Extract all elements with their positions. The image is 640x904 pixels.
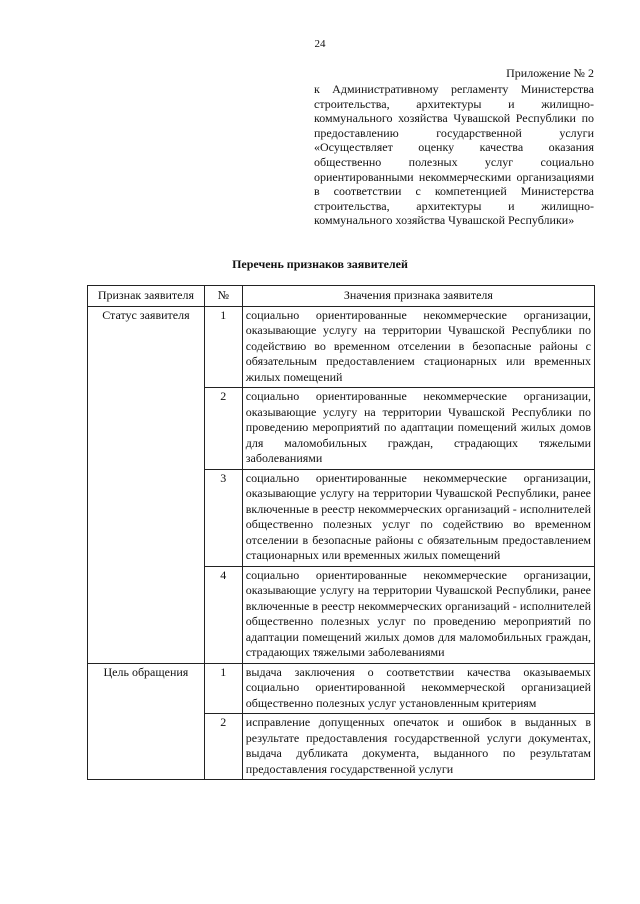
row-number: 1 (204, 306, 242, 388)
row-value: социально ориентированные некоммерческие организации, оказывающие услугу на территории Чувашской Республики, ранее включенные в реестр некоммерческих организаций - исполнителей общественно полезных услуг по проведению мероприятий по адаптации помещений жилых домов для маломобильных граждан, страдающих тяжелыми заболеваниями (242, 566, 594, 663)
row-number: 1 (204, 663, 242, 714)
header-feature: Признак заявителя (88, 286, 205, 307)
row-number: 2 (204, 388, 242, 470)
table-row (88, 306, 595, 388)
appendix-text: к Административному регламенту Министерства строительства, архитектуры и жилищно-коммунального хозяйства Чувашской Республики по предоставлению государственной услуги «Осуществляет оценку качества оказания общественно полезных услуг социально ориентированными некоммерческими организациями в соответствии с компетенцией Министерства строительства, архитектуры и жилищно-коммунального хозяйства Чувашской Республики» (314, 82, 594, 228)
row-value: исправление допущенных опечаток и ошибок в выданных в результате предоставления государственной услуги документах, выдача дубликата документа, выданного по результатам предоставления государственной услуги (242, 714, 594, 780)
category-cell: Статус заявителя (88, 306, 205, 663)
header-values: Значения признака заявителя (242, 286, 594, 307)
row-value: социально ориентированные некоммерческие организации, оказывающие услугу на территории Чувашской Республики, ранее включенные в реестр некоммерческих организаций - исполнителей общественно полезных услуг по содействию во временном отселении в безопасные районы с обязательным предоставлением стационарных или временных жилых помещений (242, 469, 594, 566)
table-header-row (88, 286, 595, 307)
header-number: № (204, 286, 242, 307)
row-value: выдача заключения о соответствии качества оказываемых социально ориентированной некоммерческой организацией общественно полезных услуг установленным критериям (242, 663, 594, 714)
row-value: социально ориентированные некоммерческие организации, оказывающие услугу на территории Чувашской Республики по содействию во временном отселении в безопасные районы с обязательным предоставлением стационарных или временных жилых помещений (242, 306, 594, 388)
row-number: 4 (204, 566, 242, 663)
appendix-title: Приложение № 2 (506, 66, 594, 80)
list-title: Перечень признаков заявителей (232, 257, 408, 271)
page-number: 24 (314, 38, 326, 50)
row-number: 3 (204, 469, 242, 566)
category-cell: Цель обращения (88, 663, 205, 780)
row-number: 2 (204, 714, 242, 780)
table-row (88, 663, 595, 714)
applicant-features-table (87, 285, 595, 780)
row-value: социально ориентированные некоммерческие организации, оказывающие услугу на территории Чувашской Республики по проведению мероприятий по адаптации помещений жилых домов для маломобильных граждан, страдающих тяжелыми заболеваниями (242, 388, 594, 470)
